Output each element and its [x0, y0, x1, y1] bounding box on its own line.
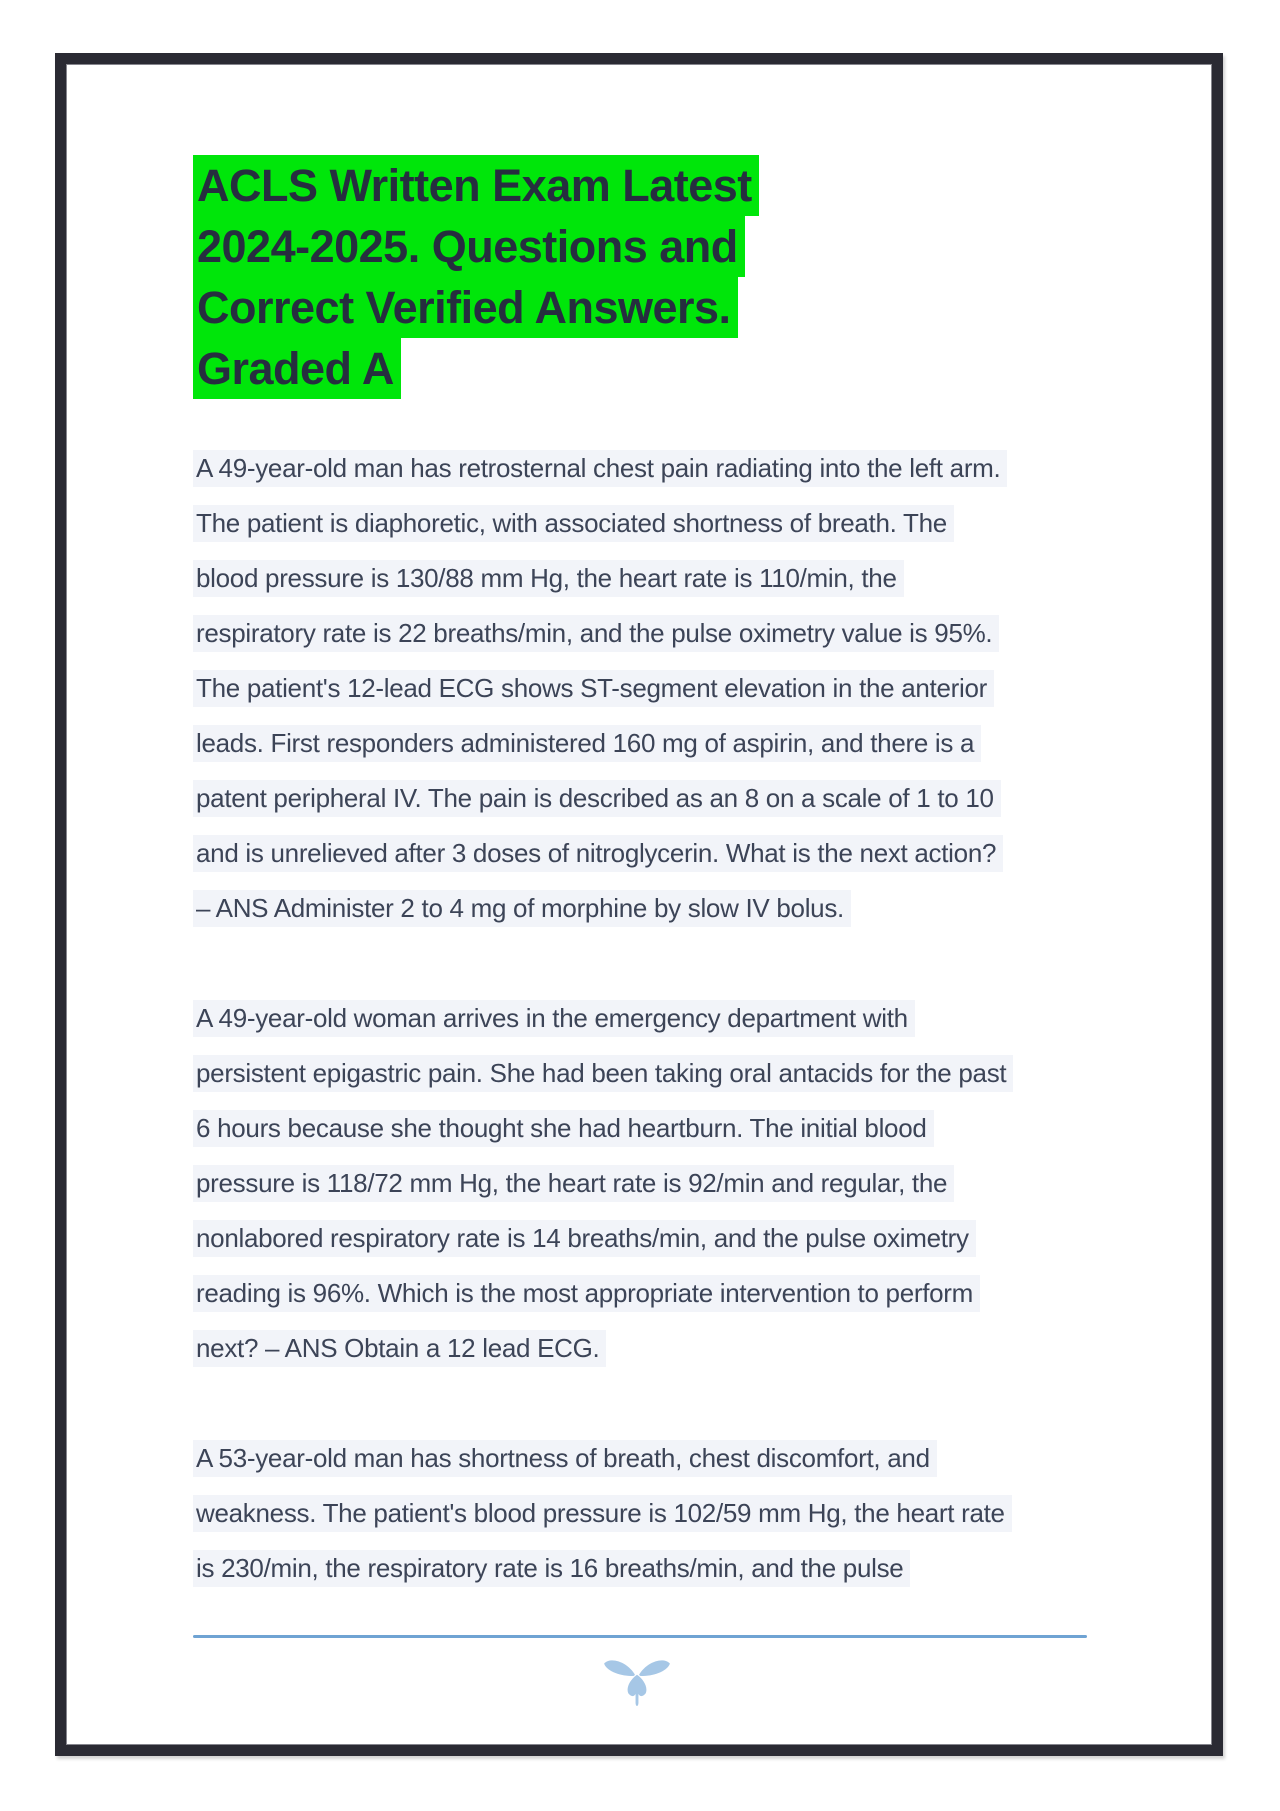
text-line-row	[193, 277, 759, 338]
highlighted-text-line: A 49-year-old man has retrosternal chest pain radiating into the left arm.	[193, 450, 1007, 487]
text-line-row	[193, 155, 759, 216]
highlighted-text-line: Correct Verified Answers.	[193, 277, 738, 338]
highlighted-text-line: A 53-year-old man has shortness of breath, chest discomfort, and	[193, 1440, 937, 1477]
text-line-row	[193, 560, 1007, 615]
highlighted-text-line: is 230/min, the respiratory rate is 16 breaths/min, and the pulse	[193, 1550, 910, 1587]
text-line-row	[193, 1330, 1013, 1385]
text-line-row	[193, 216, 759, 277]
highlighted-text-line: nonlabored respiratory rate is 14 breaths/min, and the pulse oximetry	[193, 1220, 976, 1257]
text-line-row	[193, 1110, 1013, 1165]
highlighted-text-line: and is unrelieved after 3 doses of nitroglycerin. What is the next action?	[193, 835, 1003, 872]
text-line-row	[193, 670, 1007, 725]
text-line-row	[193, 835, 1007, 890]
bird-logo-icon	[600, 1655, 674, 1709]
highlighted-text-line: pressure is 118/72 mm Hg, the heart rate is 92/min and regular, the	[193, 1165, 954, 1202]
text-line-row	[193, 1220, 1013, 1275]
text-line-row	[193, 450, 1007, 505]
text-line-row	[193, 725, 1007, 780]
highlighted-text-line: blood pressure is 130/88 mm Hg, the heart rate is 110/min, the	[193, 560, 904, 597]
question-paragraph-2	[193, 1000, 1013, 1385]
footer-divider	[193, 1635, 1087, 1638]
highlighted-text-line: respiratory rate is 22 breaths/min, and the pulse oximetry value is 95%.	[193, 615, 999, 652]
document-title	[193, 155, 759, 399]
question-paragraph-1	[193, 450, 1007, 945]
highlighted-text-line: patent peripheral IV. The pain is described as an 8 on a scale of 1 to 10	[193, 780, 1001, 817]
text-line-row	[193, 1000, 1013, 1055]
text-line-row	[193, 505, 1007, 560]
highlighted-text-line: A 49-year-old woman arrives in the emergency department with	[193, 1000, 915, 1037]
highlighted-text-line: reading is 96%. Which is the most appropriate intervention to perform	[193, 1275, 980, 1312]
question-paragraph-3	[193, 1440, 1012, 1605]
highlighted-text-line: 2024-2025. Questions and	[193, 216, 745, 277]
text-line-row	[193, 1165, 1013, 1220]
highlighted-text-line: – ANS Administer 2 to 4 mg of morphine by slow IV bolus.	[193, 890, 851, 927]
highlighted-text-line: persistent epigastric pain. She had been taking oral antacids for the past	[193, 1055, 1013, 1092]
page	[66, 64, 1212, 1745]
text-line-row	[193, 780, 1007, 835]
text-line-row	[193, 1275, 1013, 1330]
highlighted-text-line: 6 hours because she thought she had heartburn. The initial blood	[193, 1110, 934, 1147]
highlighted-text-line: weakness. The patient's blood pressure is 102/59 mm Hg, the heart rate	[193, 1495, 1012, 1532]
text-line-row	[193, 1440, 1012, 1495]
highlighted-text-line: Graded A	[193, 338, 401, 399]
highlighted-text-line: leads. First responders administered 160 mg of aspirin, and there is a	[193, 725, 981, 762]
text-line-row	[193, 615, 1007, 670]
highlighted-text-line: The patient is diaphoretic, with associated shortness of breath. The	[193, 505, 954, 542]
page-frame	[55, 53, 1223, 1756]
highlighted-text-line: The patient's 12-lead ECG shows ST-segment elevation in the anterior	[193, 670, 994, 707]
text-line-row	[193, 1055, 1013, 1110]
text-line-row	[193, 1495, 1012, 1550]
text-line-row	[193, 890, 1007, 945]
highlighted-text-line: next? – ANS Obtain a 12 lead ECG.	[193, 1330, 606, 1367]
text-line-row	[193, 1550, 1012, 1605]
highlighted-text-line: ACLS Written Exam Latest	[193, 155, 759, 216]
text-line-row	[193, 338, 759, 399]
